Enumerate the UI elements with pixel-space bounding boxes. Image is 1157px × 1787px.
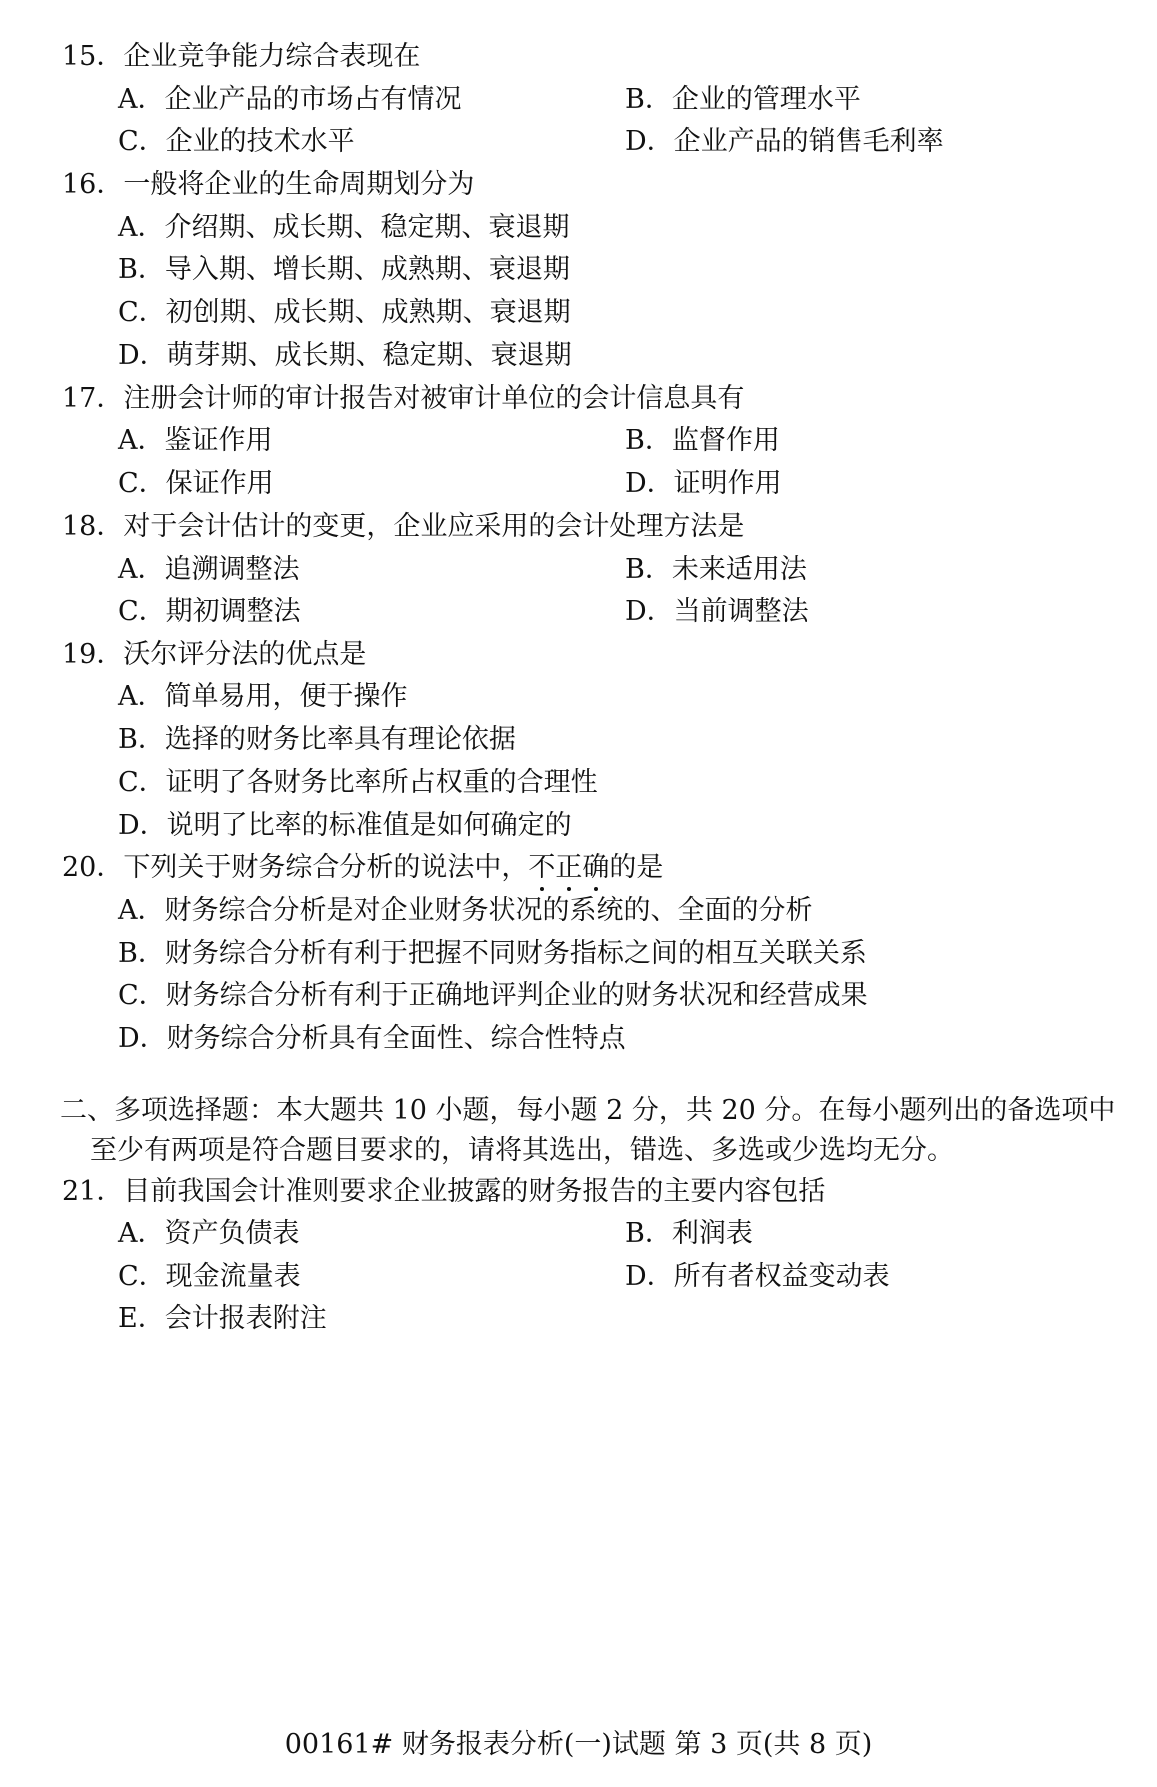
q18-option-b: B．未来适用法	[625, 554, 807, 585]
q20-option-b: B．财务综合分析有利于把握不同财务指标之间的相互关联关系	[118, 938, 867, 969]
question-18-stem: 18．对于会计估计的变更，企业应采用的会计处理方法是	[62, 511, 745, 542]
q15-option-a: A．企业产品的市场占有情况	[118, 84, 462, 115]
q19-option-b: B．选择的财务比率具有理论依据	[118, 724, 516, 755]
q21-option-e: E．会计报表附注	[118, 1303, 327, 1334]
q18-option-c: C．期初调整法	[118, 596, 301, 627]
q20-stem-post: 的是	[609, 852, 664, 883]
q17-option-b: B．监督作用	[625, 425, 780, 456]
q19-option-c: C．证明了各财务比率所占权重的合理性	[118, 767, 598, 798]
q16-option-c: C．初创期、成长期、成熟期、衰退期	[118, 297, 571, 328]
q21-option-a: A．资产负债表	[118, 1218, 300, 1249]
q17-option-a: A．鉴证作用	[118, 425, 273, 456]
q20-option-d: D．财务综合分析具有全面性、综合性特点	[118, 1023, 626, 1054]
question-20-stem	[62, 851, 663, 885]
section-2-heading: 二、多项选择题：本大题共 10 小题，每小题 2 分，共 20 分。在每小题列出的备选项中	[60, 1095, 1116, 1126]
q21-option-c: C．现金流量表	[118, 1261, 301, 1292]
q20-option-c: C．财务综合分析有利于正确地评判企业的财务状况和经营成果	[118, 980, 868, 1011]
q21-option-d: D．所有者权益变动表	[625, 1261, 890, 1292]
question-15-stem: 15．企业竞争能力综合表现在	[62, 41, 421, 72]
q20-stem-pre: 20．下列关于财务综合分析的说法中，	[62, 852, 529, 883]
q15-option-d: D．企业产品的销售毛利率	[625, 126, 944, 157]
q19-option-a: A．简单易用，便于操作	[118, 681, 408, 712]
q20-emphasis-char-2: 正	[555, 852, 583, 883]
question-21-stem: 21．目前我国会计准则要求企业披露的财务报告的主要内容包括	[62, 1176, 826, 1207]
question-19-stem: 19．沃尔评分法的优点是	[62, 639, 367, 670]
question-16-stem: 16．一般将企业的生命周期划分为	[62, 169, 475, 200]
q16-option-b: B．导入期、增长期、成熟期、衰退期	[118, 254, 570, 285]
q20-emphasis-char-3: 确	[582, 852, 610, 883]
q20-option-a: A．财务综合分析是对企业财务状况的系统的、全面的分析	[118, 895, 813, 926]
question-17-stem: 17．注册会计师的审计报告对被审计单位的会计信息具有	[62, 383, 745, 414]
q21-option-b: B．利润表	[625, 1218, 753, 1249]
q16-option-a: A．介绍期、成长期、稳定期、衰退期	[118, 212, 570, 243]
q15-option-c: C．企业的技术水平	[118, 126, 355, 157]
q18-option-a: A．追溯调整法	[118, 554, 300, 585]
page-footer: 00161# 财务报表分析(一)试题 第 3 页(共 8 页)	[284, 1729, 873, 1760]
section-2-instructions: 至少有两项是符合题目要求的，请将其选出，错选、多选或少选均无分。	[90, 1135, 954, 1166]
q19-option-d: D．说明了比率的标准值是如何确定的	[118, 810, 572, 841]
q18-option-d: D．当前调整法	[625, 596, 809, 627]
q17-option-c: C．保证作用	[118, 468, 274, 499]
q15-option-b: B．企业的管理水平	[625, 84, 861, 115]
q17-option-d: D．证明作用	[625, 468, 782, 499]
q20-emphasis-char-1: 不	[528, 852, 556, 883]
q16-option-d: D．萌芽期、成长期、稳定期、衰退期	[118, 340, 572, 371]
